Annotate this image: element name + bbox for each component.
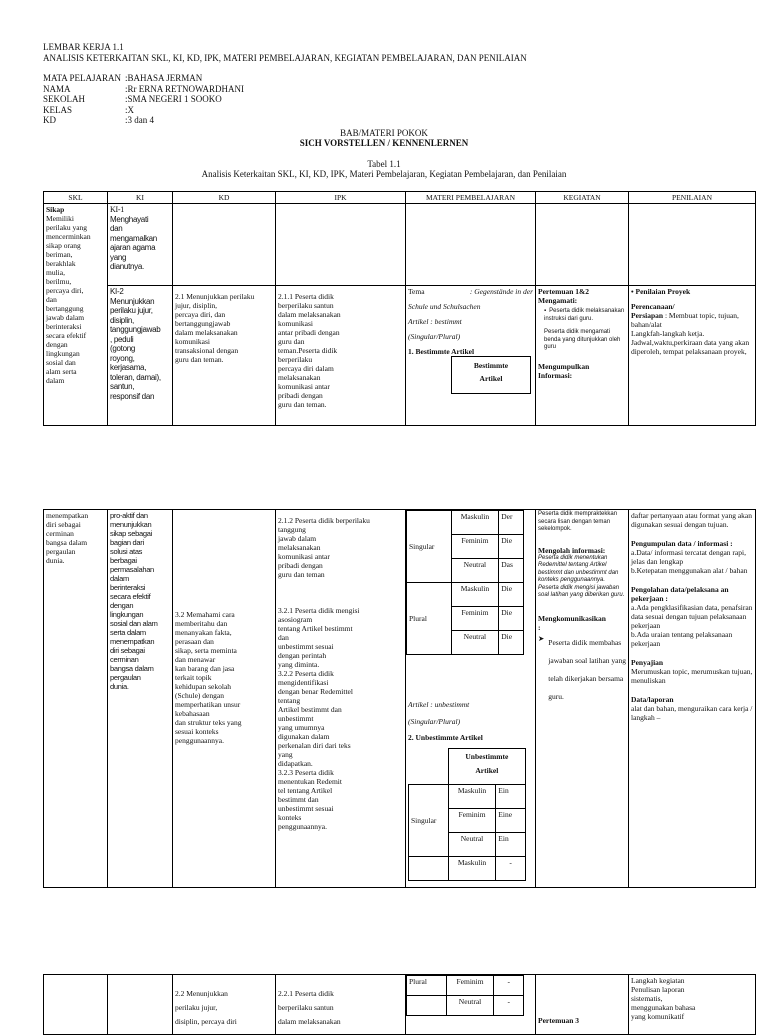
table-caption: Analisis Keterkaitan SKL, KI, KD, IPK, Materi Pembelajaran, Kegiatan Pembelajaran, dan Penilaian [201, 169, 567, 179]
analysis-table-page3 [43, 974, 756, 1035]
table-row: Plural Feminim - [407, 976, 524, 996]
ipk-cell: 2.1.1 Peserta didik berperilaku santun dalam melaksanakan komunikasi antar pribadi dengan guru dan teman.Peserta didik berperilaku percaya diri dalam melaksanakan komunikasi antar pribadi dengan guru dan teman. [276, 286, 406, 426]
table-row [44, 975, 756, 1035]
kd-empty-cell [173, 204, 276, 286]
materi-empty-cell [406, 204, 536, 286]
column-header-row [44, 192, 756, 204]
table-row: Singular Maskulin Der [407, 511, 524, 535]
kegiatan-empty-cell [536, 204, 629, 286]
bab-label: BAB/MATERI POKOK [340, 128, 428, 138]
table-row: Plural Maskulin Die [407, 583, 524, 607]
list-item: ▪ Peserta didik melaksanakan instruksi dari guru. [538, 308, 626, 323]
field-mapel: MATA PELAJARAN : BAHASA JERMAN [43, 73, 203, 83]
table-row: Feminim Die [407, 607, 524, 631]
arrow-bullet-icon: ➤ [538, 633, 545, 643]
ki2-cell: KI-2 Menunjukkan perilaku jujur, disiplin, tanggungjawab , peduli (gotong royong, kerjasama, toleran, damai), santun, responsif dan [108, 286, 173, 426]
plural-article-table [406, 975, 524, 1016]
penilaian-empty-cell [629, 204, 756, 286]
bestimmt-article-table [406, 510, 524, 655]
table-row: Feminim Die [407, 535, 524, 559]
skl-cell: menempatkan diri sebagai cerminan bangsa dalam pergaulan dunia. [44, 510, 108, 888]
field-kd: KD : 3 dan 4 [43, 115, 155, 125]
list-item: Peserta didik mengamati benda yang ditunjukkan oleh guru [544, 329, 621, 350]
materi-cell: Singular Maskulin Der Feminim Die Neutral Das Plural Maskulin Die Feminim Die Neutral Die Artikel : unbestimmt (Singular/Plural) 2. Unbestimmte Artikel Unbestimmte Artikel Singular Maskulin Ein Feminim Eine Neutral Ein Maskulin - [406, 510, 536, 888]
col-ki: KI [108, 192, 173, 204]
penilaian-cell: Langkah kegiatan Penulisan laporan sistematis, menggunakan bahasa yang komunikatif [629, 975, 756, 1035]
topic-title: SICH VORSTELLEN / KENNENLERNEN [299, 138, 469, 148]
materi-cell: Tema : Gegenstände in der Schule und Schulsachen Artikel : bestimmt (Singular/Plural) 1. Bestimmte Artikel Bestimmte Artikel [406, 286, 536, 426]
table-row: Maskulin - [409, 857, 526, 881]
bestimmte-artikel-box: Bestimmte Artikel [451, 356, 531, 394]
table-row: Neutral Ein [409, 833, 526, 857]
penilaian-cell: daftar pertanyaan atau format yang akan digunakan sesuai dengan tujuan. Pengumpulan data / informasi : a.Data/ informasi tercatat dengan rapi, jelas dan lengkap b.Ketepatan menggunakan alat / bahan Pengolahan data/pelaksana an pekerjaan : a.Ada pengklasifikasian data, penafsiran data sesuai dengan tujuan pelaksanaan pekerjaan b.Ada uraian tentang pelaksanaan pekerjaan Penyajian Merumuskan topic, merumuskan tujuan, menuliskan Data/laporan alat dan bahan, menguraikan cara kerja / langkah – [629, 510, 756, 888]
col-penilaian: PENILAIAN [629, 192, 756, 204]
table-number: Tabel 1.1 [367, 159, 401, 169]
table-row: Unbestimmte Artikel [409, 749, 526, 785]
ki-cell [108, 975, 173, 1035]
col-kegiatan: KEGIATAN [536, 192, 629, 204]
col-ipk: IPK [276, 192, 406, 204]
table-row: Singular Maskulin Ein [409, 785, 526, 809]
table-row: Feminim Eine [409, 809, 526, 833]
field-nama: NAMA : Rr ERNA RETNOWARDHANI [43, 83, 245, 94]
kd-cell: 2.1 Menunjukkan perilaku jujur, disiplin, percaya diri, dan bertanggungjawab dalam melaksanakan komunikasi transaksional dengan guru dan teman. [173, 286, 276, 426]
ipk-cell: 2.1.2 Peserta didik berperilaku tanggung jawab dalam melaksanakan komunikasi antar pribadi dengan guru dan teman 3.2.1 Peserta didik mengisi asosiogram tentang Artikel bestimmt dan unbestimmt sesuai dengan perintah yang diminta. 3.2.2 Peserta didik mengidentifikasi dengan benar Redemittel tentang Artikel bestimmt dan unbestimmt yang umumnya digunakan dalam perkenalan diri dari teks yang didapatkan. 3.2.3 Peserta didik menentukan Redemit tel tentang Artikel bestimmt dan unbestimmt sesuai konteks penggunaannya. [276, 510, 406, 888]
col-skl: SKL [44, 192, 108, 204]
analysis-table-page1 [43, 191, 756, 426]
ki1-cell: KI-1 Menghayati dan mengamalkan ajaran agama yang dianutnya. [108, 204, 173, 286]
penilaian-cell: • Penilaian Proyek Perencanaan/ Persiapan : Membuat topic, tujuan, bahan/alat Langkfah-langkah ketja. Jadwal,waktu,perkiraan data yang akan diperoleh, tempat pelaksanaan proyek, [629, 286, 756, 426]
skl-cell [44, 975, 108, 1035]
kd-cell: 2.2 Menunjukkan perilaku jujur, disiplin, percaya diri [173, 975, 276, 1035]
col-materi: MATERI PEMBELAJARAN [406, 192, 536, 204]
identity-block [43, 73, 244, 126]
table-row [44, 286, 756, 426]
kd-cell: 3.2 Memahami cara memberitahu dan menanyakan fakta, perasaan dan sikap, serta meminta dan menawar kan barang dan jasa terkait topik kehidupan sekolah (Schule) dengan memperhatikan unsur kebahasaan dan struktur teks yang sesuai konteks penggunaannya. [173, 510, 276, 888]
table-row: Neutral - [407, 996, 524, 1016]
field-sekolah: SEKOLAH : SMA NEGERI 1 SOOKO [43, 94, 222, 104]
kegiatan-cell: Pertemuan 1&2 Mengamati: ▪ Peserta didik melaksanakan instruksi dari guru. Peserta didik mengamati benda yang ditunjukkan oleh guru Mengumpulkan Informasi: [536, 286, 629, 426]
col-kd: KD [173, 192, 276, 204]
analysis-table-page2 [43, 509, 756, 888]
table-row [44, 204, 756, 286]
field-kelas: KELAS : X [43, 104, 135, 115]
skl-cell: Sikap Memiliki perilaku yang mencerminkan sikap orang beriman, berakhlak mulia, berilmu, percaya diri, dan bertanggung jawab dalam berinteraksi secara efektif dengan lingkungan sosial dan alam serta dalam [44, 204, 108, 426]
kegiatan-cell: Peserta didik mempraktekkan secara lisan dengan teman sekelompok. Mengolah informasi: Peserta didik menentukan Redemittel tentang Artikel bestimmt dan unbestimmt dan konteks penggunaannya. Peserta didik mengisi jawaban soal latihan yang diberikan guru. Mengkomunikasikan : ➤ Peserta didik membahas jawaban soal latihan yang telah dikerjakan bersama guru. [536, 510, 629, 888]
worksheet-subtitle: ANALISIS KETERKAITAN SKL, KI, KD, IPK, MATERI PEMBELAJARAN, KEGIATAN PEMBELAJARAN, DAN PENILAIAN [43, 53, 527, 63]
ki-cell: pro-aktif dan menunjukkan sikap sebagai bagian dari solusi atas berbagai permasalahan dalam berinteraksi secara efektif dengan lingkungan sosial dan alam serta dalam menempatkan diri sebagai cerminan bangsa dalam pergaulan dunia. [108, 510, 173, 888]
materi-cell [406, 975, 536, 1035]
table-row: Neutral Die [407, 631, 524, 655]
table-row [44, 510, 756, 888]
ipk-empty-cell [276, 204, 406, 286]
kegiatan-cell: Pertemuan 3 [536, 975, 629, 1035]
unbestimmt-article-table [408, 748, 526, 881]
ipk-cell: 2.2.1 Peserta didik berperilaku santun dalam melaksanakan [276, 975, 406, 1035]
table-row: Neutral Das [407, 559, 524, 583]
worksheet-title: LEMBAR KERJA 1.1 [43, 42, 124, 52]
